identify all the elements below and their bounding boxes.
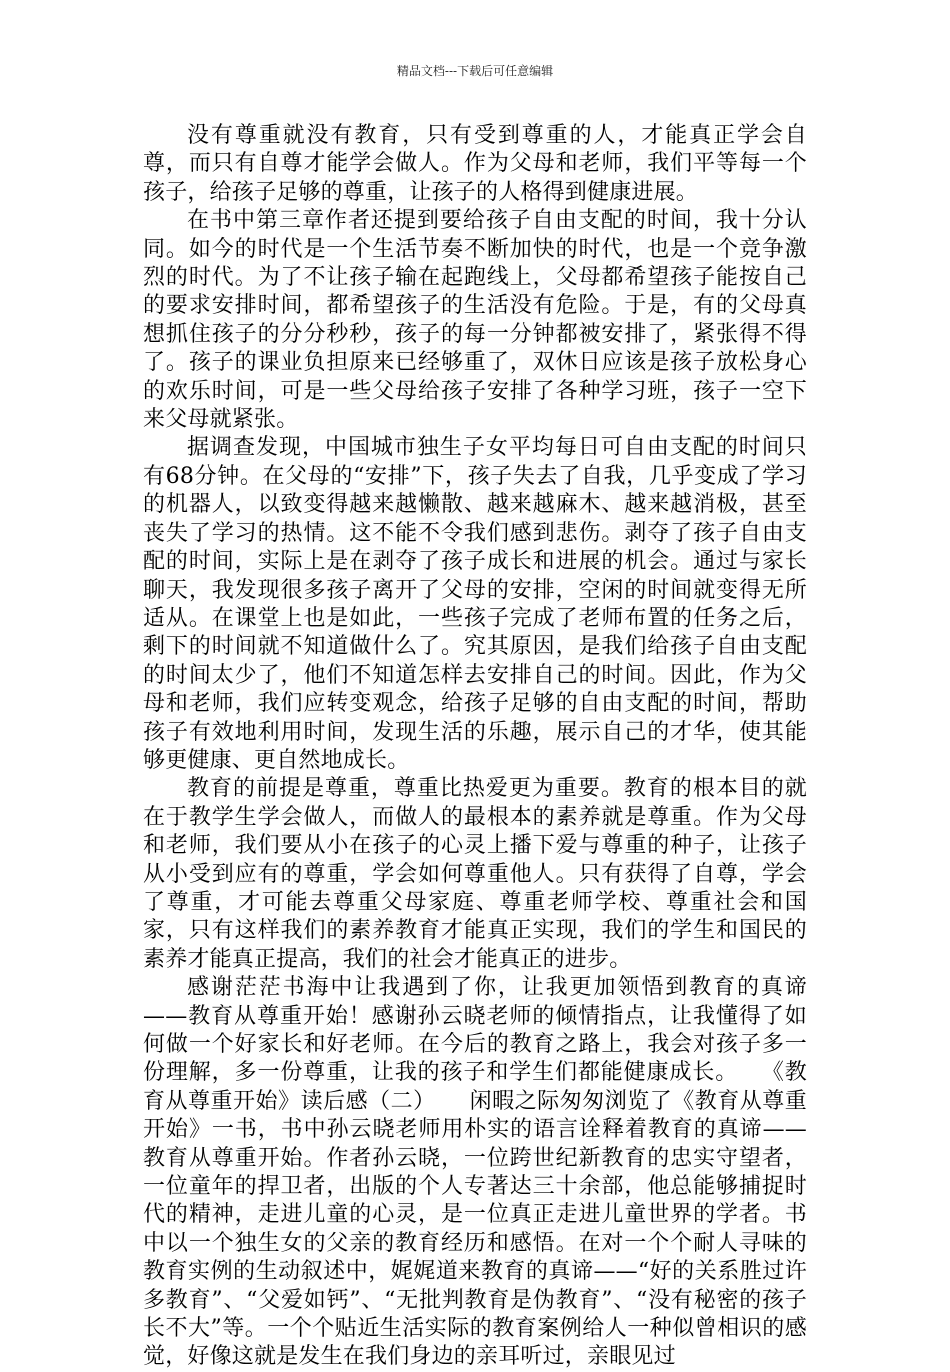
paragraph-5: 感谢茫茫书海中让我遇到了你，让我更加领悟到教育的真谛——教育从尊重开始！感谢孙云晓老师的倾情指点，让我懂得了如何做一个好家长和好老师。在今后的教育之路上，我会对孩子多一份理解，多一份尊重，让我的孩子和学生们都能健康成长。 《教育从尊重开始》读后感（二） 闲暇之际匆匆浏览了《教育从尊重开始》一书，书中孙云晓老师用朴实的语言诠释着教育的真谛——教育从尊重开始。作者孙云晓，一位跨世纪新教育的忠实守望者，一位童年的捍卫者，出版的个人专著达三十余部，他总能够捕捉时代的精神，走进儿童的心灵，是一位真正走进儿童世界的学者。书中以一个独生女的父亲的教育经历和感悟。在对一个个耐人寻味的教育实例的生动叙述中，娓娓道来教育的真谛——“好的关系胜过许多教育”、“父爱如钙”、“无批判教育是伪教育”、“没有秘密的孩子长不大”等。一个个贴近生活实际的教育案例给人一种似曾相识的感觉，好像这就是发生在我们身边的亲耳听过，亲眼见过 (143, 975, 807, 1370)
page-header: 精品文档---下载后可任意编辑 (396, 64, 554, 78)
paragraph-1: 没有尊重就没有教育，只有受到尊重的人，才能真正学会自尊，而只有自尊才能学会做人。作为父母和老师，我们平等每一个孩子，给孩子足够的尊重，让孩子的人格得到健康进展。 (143, 123, 807, 205)
paragraph-3: 据调查发现，中国城市独生子女平均每日可自由支配的时间只有68分钟。在父母的“安排”下，孩子失去了自我，几乎变成了学习的机器人，以致变得越来越懒散、越来越麻木、越来越消极，甚至丧失了学习的热情。这不能不令我们感到悲伤。剥夺了孩子自由支配的时间，实际上是在剥夺了孩子成长和进展的机会。通过与家长聊天，我发现很多孩子离开了父母的安排，空闲的时间就变得无所适从。在课堂上也是如此，一些孩子完成了老师布置的任务之后，剩下的时间就不知道做什么了。究其原因，是我们给孩子自由支配的时间太少了，他们不知道怎样去安排自己的时间。因此，作为父母和老师，我们应转变观念，给孩子足够的自由支配的时间，帮助孩子有效地利用时间，发现生活的乐趣，展示自己的才华，使其能够更健康、更自然地成长。 (143, 435, 807, 773)
document-body (143, 122, 807, 1372)
paragraph-4: 教育的前提是尊重，尊重比热爱更为重要。教育的根本目的就在于教学生学会做人，而做人的最根本的素养就是尊重。作为父母和老师，我们要从小在孩子的心灵上播下爱与尊重的种子，让孩子从小受到应有的尊重，学会如何尊重他人。只有获得了自尊，学会了尊重，才可能去尊重父母家庭、尊重老师学校、尊重社会和国家，只有这样我们的素养教育才能真正实现，我们的学生和国民的素养才能真正提高，我们的社会才能真正的进步。 (143, 776, 807, 972)
paragraph-2: 在书中第三章作者还提到要给孩子自由支配的时间，我十分认同。如今的时代是一个生活节奏不断加快的时代，也是一个竞争激烈的时代。为了不让孩子输在起跑线上，父母都希望孩子能按自己的要求安排时间，都希望孩子的生活没有危险。于是，有的父母真想抓住孩子的分分秒秒，孩子的每一分钟都被安排了，紧张得不得了。孩子的课业负担原来已经够重了，双休日应该是孩子放松身心的欢乐时间，可是一些父母给孩子安排了各种学习班，孩子一空下来父母就紧张。 (143, 208, 807, 433)
